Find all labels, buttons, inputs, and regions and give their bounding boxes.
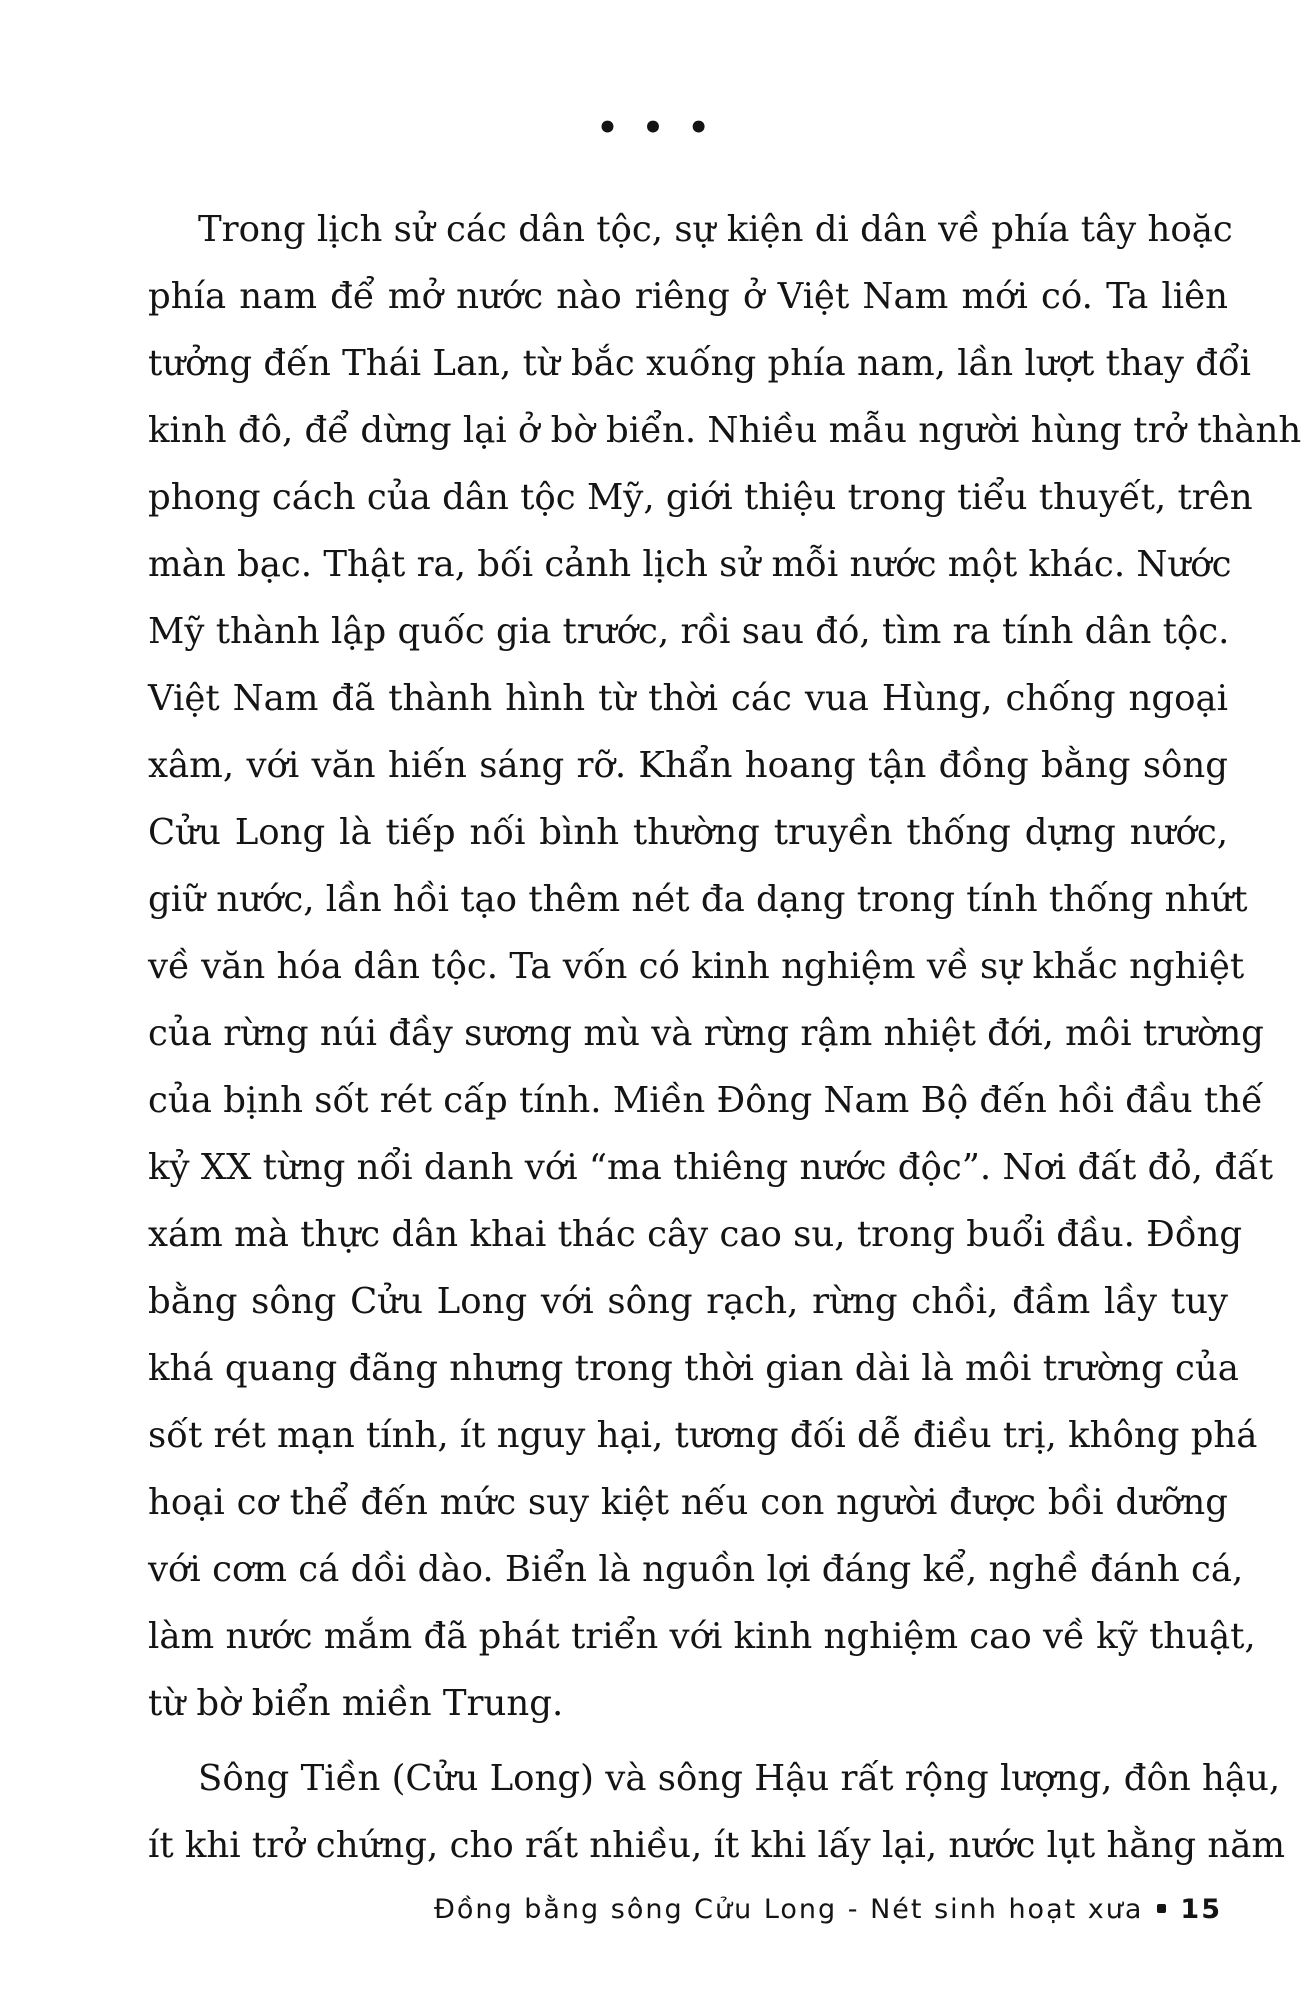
text-line: kinh đô, để dừng lại ở bờ biển. Nhiều mẫu người hùng trở thành <box>148 410 1302 451</box>
page-footer <box>0 1890 1222 1930</box>
text-line: của rừng núi đầy sương mù và rừng rậm nhiệt đới, môi trường <box>148 1013 1264 1054</box>
text-line: sốt rét mạn tính, ít nguy hại, tương đối dễ điều trị, không phá <box>148 1415 1258 1456</box>
text-line: tưởng đến Thái Lan, từ bắc xuống phía nam, lần lượt thay đổi <box>148 343 1252 384</box>
text-line: xâm, với văn hiến sáng rỡ. Khẩn hoang tận đồng bằng sông <box>148 745 1228 786</box>
page-number: 15 <box>1180 1894 1222 1925</box>
text-line: Cửu Long là tiếp nối bình thường truyền thống dựng nước, <box>148 812 1228 853</box>
text-line: Việt Nam đã thành hình từ thời các vua Hùng, chống ngoại <box>148 678 1228 719</box>
text-line: với cơm cá dồi dào. Biển là nguồn lợi đáng kể, nghề đánh cá, <box>148 1549 1244 1590</box>
text-line: màn bạc. Thật ra, bối cảnh lịch sử mỗi nước một khác. Nước <box>148 544 1232 585</box>
text-line: từ bờ biển miền Trung. <box>148 1683 564 1724</box>
paragraph <box>148 1745 1286 1879</box>
text-line: Trong lịch sử các dân tộc, sự kiện di dân về phía tây hoặc <box>198 209 1233 250</box>
text-line: xám mà thực dân khai thác cây cao su, trong buổi đầu. Đồng <box>148 1214 1243 1255</box>
text-line: phía nam để mở nước nào riêng ở Việt Nam mới có. Ta liên <box>148 276 1228 317</box>
text-line: của bịnh sốt rét cấp tính. Miền Đông Nam Bộ đến hồi đầu thế <box>148 1080 1263 1121</box>
text-line: làm nước mắm đã phát triển với kinh nghiệm cao về kỹ thuật, <box>148 1616 1256 1657</box>
paragraph <box>148 196 1302 1737</box>
section-ornament: • • • <box>596 108 716 148</box>
running-title: Đồng bằng sông Cửu Long - Nét sinh hoạt xưa <box>433 1894 1144 1925</box>
text-line: Mỹ thành lập quốc gia trước, rồi sau đó, tìm ra tính dân tộc. <box>148 611 1230 652</box>
paragraph-gap <box>148 1737 1228 1745</box>
text-line: khá quang đãng nhưng trong thời gian dài là môi trường của <box>148 1348 1239 1389</box>
body-text <box>148 196 1302 1879</box>
text-line: giữ nước, lần hồi tạo thêm nét đa dạng trong tính thống nhứt <box>148 879 1248 920</box>
text-line: kỷ XX từng nổi danh với “ma thiêng nước độc”. Nơi đất đỏ, đất <box>148 1147 1273 1188</box>
text-line: phong cách của dân tộc Mỹ, giới thiệu trong tiểu thuyết, trên <box>148 477 1253 518</box>
text-line: hoại cơ thể đến mức suy kiệt nếu con người được bồi dưỡng <box>148 1482 1228 1523</box>
text-line: Sông Tiền (Cửu Long) và sông Hậu rất rộng lượng, đôn hậu, <box>198 1758 1281 1799</box>
text-line: bằng sông Cửu Long với sông rạch, rừng chồi, đầm lầy tuy <box>148 1281 1228 1322</box>
bullet-separator <box>1157 1904 1166 1913</box>
text-line: về văn hóa dân tộc. Ta vốn có kinh nghiệm về sự khắc nghiệt <box>148 946 1245 987</box>
text-line: ít khi trở chứng, cho rất nhiều, ít khi lấy lại, nước lụt hằng năm <box>148 1825 1286 1866</box>
